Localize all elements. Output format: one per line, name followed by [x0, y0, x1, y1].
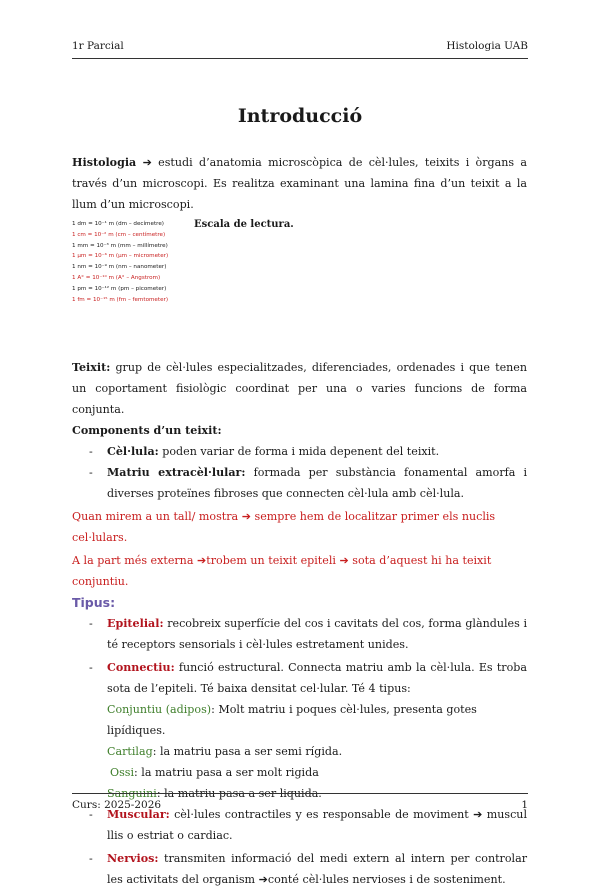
note-epiteli: A la part més externa ➔trobem un teixit epiteli ➔ sota d’aquest hi ha teixit conjuntiu.: [72, 554, 492, 588]
subtype-text: : la matriu pasa a ser molt rigida: [134, 766, 319, 779]
component-term: Cèl·lula:: [107, 445, 159, 458]
footer-rule: [72, 793, 528, 794]
component-term: Matriu extracèl·lular:: [107, 466, 246, 479]
component-text: formada per substància fonamental amorfa i diverses proteïnes fibroses que connecten cèl·lula amb cèl·lula.: [107, 466, 527, 500]
tipus-term-muscular: Muscular:: [107, 808, 170, 821]
subtype-term: Cartilag: [107, 745, 153, 758]
reading-scale: [72, 217, 527, 329]
teixit-text: grup de cèl·lules especialitzades, diferenciades, ordenades i que tenen un coportament fisiològic coordinat per una o varies funcions de forma conjunta.: [72, 361, 527, 416]
page-title: Introducció: [237, 105, 363, 127]
tipus-list-continued: [72, 804, 527, 890]
intro-paragraph: [72, 152, 527, 215]
list-item: - Nervios: transmiten informació del medi extern al intern per controlar les activitats del organism ➔conté cèl·lules nervioses i de sosteniment.: [89, 852, 527, 886]
subtype-term: Conjuntiu (adipos): [107, 703, 212, 716]
document-body: [72, 152, 527, 890]
tipus-text: cèl·lules contractiles y es responsable de moviment ➔ muscul llis o estriat o cardiac.: [107, 808, 527, 842]
intro-arrow: ➔: [142, 156, 152, 169]
intro-text: estudi d’anatomia microscòpica de cèl·lules, teixits i òrgans a través d’un microscopi. Es realitza examinant una lamina fina d’un teixit a la llum d’un microscopi.: [72, 156, 527, 211]
subtype-item: [72, 762, 527, 783]
tipus-term-connectiu: Connectiu:: [107, 661, 175, 674]
scale-line: 1 cm = 10⁻² m (cm – centímetre): [72, 231, 166, 238]
scale-line: 1 µm = 10⁻⁶ m (µm – micrometer): [72, 253, 169, 260]
scale-line: 1 pm = 10⁻¹² m (pm – picometer): [72, 285, 167, 292]
subtype-text: : Molt matriu i poques cèl·lules, presenta gotes lipídiques.: [107, 703, 477, 737]
subtype-term: Sanguini: [107, 787, 157, 800]
teixit-term: Teixit:: [72, 361, 111, 374]
components-heading: Components d’un teixit:: [72, 424, 222, 437]
scale-line: 1 nm = 10⁻⁹ m (nm – nanometer): [72, 264, 167, 271]
list-item: - Muscular: cèl·lules contractiles y es responsable de moviment ➔ muscul llis o estriat o cardiac.: [89, 808, 527, 842]
scale-line: 1 dm = 10⁻¹ m (dm – decímetre): [72, 221, 164, 227]
tipus-heading: Tipus:: [72, 595, 116, 610]
scale-line: 1 fm = 10⁻¹⁵ m (fm – femtometer): [72, 296, 168, 303]
intro-term: Histologia: [72, 156, 137, 169]
header-rule: [72, 58, 528, 59]
page-number: 1: [521, 799, 528, 811]
tipus-term-epitelial: Epitelial:: [107, 617, 164, 630]
list-item: - Connectiu: funció estructural. Connecta matriu amb la cèl·lula. Es troba sota de l’epiteli. Té baixa densitat cel·lular. Té 4 tipus:: [89, 661, 527, 695]
header-right: Histologia UAB: [446, 40, 528, 52]
subtype-text: : la matriu pasa a ser semi rígida.: [152, 745, 343, 758]
page-header: [72, 40, 528, 56]
components-list: [72, 441, 527, 504]
tipus-text: recobreix superfície del cos i cavitats del cos, forma glàndules i té receptors sensorials i cèl·lules estretament unides.: [107, 617, 527, 651]
subtype-item: [72, 699, 527, 741]
subtype-text: : la matriu pasa a ser liquida.: [156, 787, 322, 800]
scale-line: 1 A° = 10⁻¹⁰ m (A° – Angstrom): [72, 274, 161, 281]
footer-left: Curs: 2025-2026: [72, 799, 162, 811]
tipus-text: transmiten informació del medi extern al intern per controlar les activitats del organism ➔conté cèl·lules nervioses i de sosteniment.: [107, 852, 527, 886]
tipus-text: funció estructural. Connecta matriu amb la cèl·lula. Es troba sota de l’epiteli. Té baixa densitat cel·lular. Té 4 tipus:: [107, 661, 527, 695]
teixit-paragraph: [72, 357, 527, 420]
subtype-item: [72, 741, 527, 762]
scale-table-image: [72, 219, 190, 305]
component-text: poden variar de forma i mida depenent del teixit.: [158, 445, 440, 458]
list-item: - Epitelial: recobreix superfície del cos i cavitats del cos, forma glàndules i té receptors sensorials i cèl·lules estretament unides.: [89, 617, 527, 651]
header-left: 1r Parcial: [72, 40, 124, 52]
list-item: - Cèl·lula: poden variar de forma i mida depenent del teixit.: [89, 445, 440, 458]
list-item: - Matriu extracèl·lular: formada per substància fonamental amorfa i diverses proteïnes fibroses que connecten cèl·lula amb cèl·lula.: [89, 466, 527, 500]
page-footer: [72, 799, 528, 815]
tipus-list: [72, 613, 527, 699]
subtype-term: Ossi: [110, 766, 135, 779]
scale-line: 1 mm = 10⁻³ m (mm – millímetre): [72, 242, 168, 249]
scale-caption: Escala de lectura.: [194, 219, 294, 230]
tipus-term-nervios: Nervios:: [107, 852, 159, 865]
note-nuclis: Quan mirem a un tall/ mostra ➔ sempre hem de localitzar primer els nuclis cel·lulars.: [72, 510, 496, 544]
